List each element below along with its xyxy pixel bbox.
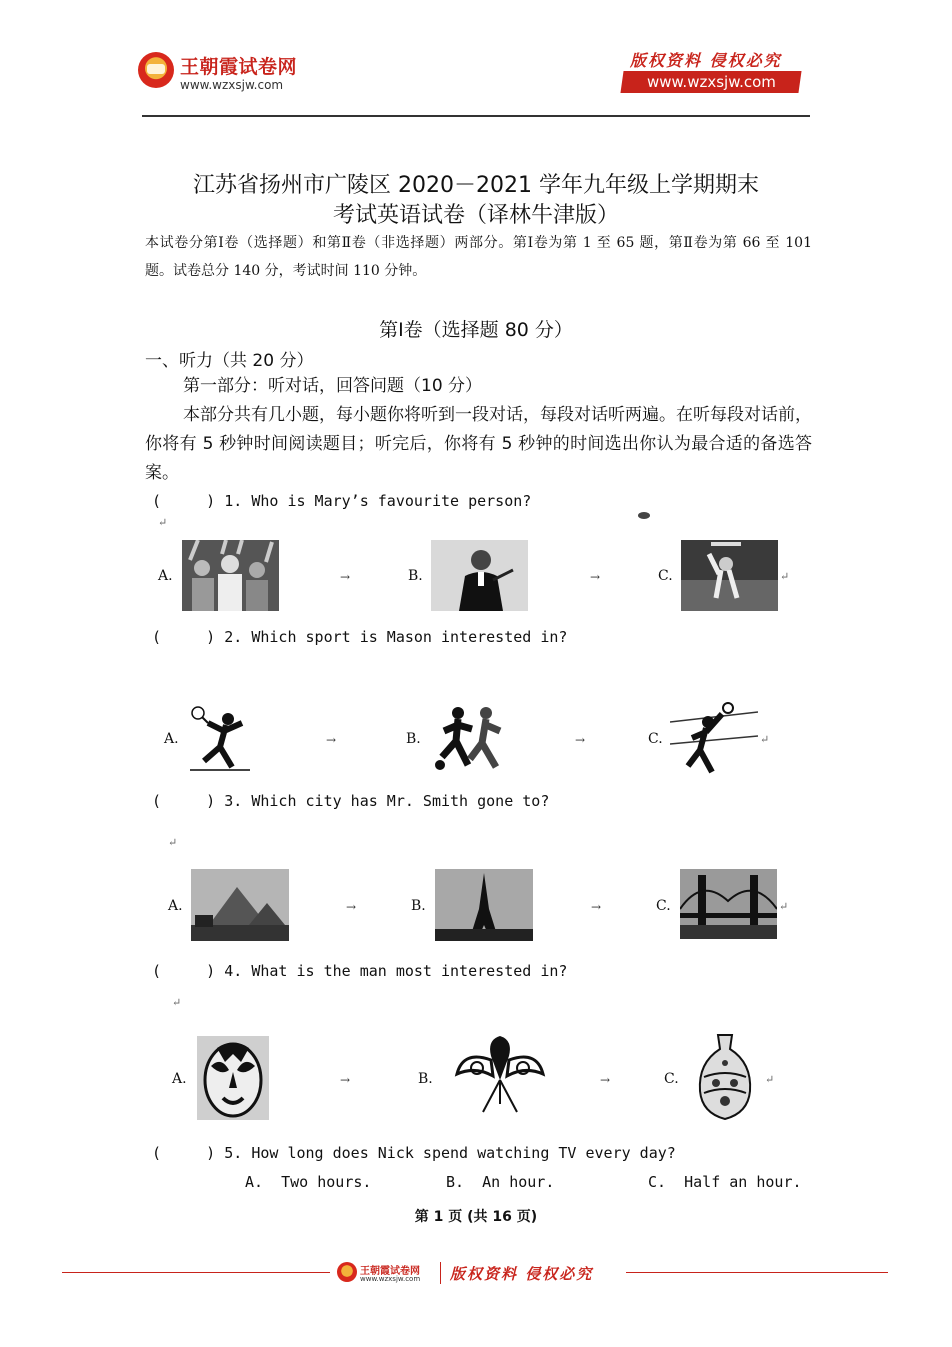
footer-brand-name: 王朝霞试卷网	[360, 1266, 420, 1277]
q3-option-b-label: B.	[411, 898, 426, 914]
q1-basketball-image	[681, 540, 778, 611]
q1-option-b-label: B.	[408, 568, 423, 584]
q4-kite-image	[453, 1030, 547, 1116]
q4-opera-mask-image	[197, 1036, 269, 1120]
doc-title-line1: 江苏省扬州市广陵区 2020－2021 学年九年级上学期期末	[193, 173, 759, 198]
q3-eiffel-tower-image	[435, 869, 533, 941]
section-title: 第Ⅰ卷（选择题 80 分）	[379, 319, 573, 341]
brand-name: 王朝霞试卷网	[180, 56, 298, 78]
doc-title-line2: 考试英语试卷（译林牛津版）	[332, 203, 619, 228]
paragraph-mark: ↵	[765, 1073, 775, 1086]
tab-arrow: →	[326, 733, 337, 747]
page-number: 第 1 页 (共 16 页)	[414, 1209, 538, 1225]
q3-option-c-label: C.	[656, 898, 671, 914]
question-1: ( ) 1. Who is Mary’s favourite person?	[152, 492, 532, 510]
q2-option-b-label: B.	[406, 731, 421, 747]
part-instructions: 本部分共有几小题，每小题你将听到一段对话，每段对话听两遍。在听每段对话前，你将有 5 秒钟时间阅读题目；听完后，你将有 5 秒钟的时间选出你认为最合适的备选答案。	[145, 405, 812, 483]
footer-brand-url: www.wzxsjw.com	[360, 1275, 421, 1283]
tab-arrow: →	[591, 900, 602, 914]
tab-arrow: →	[600, 1073, 611, 1087]
url-banner-text: www.wzxsjw.com	[646, 73, 776, 91]
q4-option-c-label: C.	[664, 1071, 679, 1087]
paragraph-mark: ↵	[168, 836, 178, 849]
rights-notice: 版权资料 侵权必究	[630, 51, 782, 70]
q2-volleyball-image	[670, 700, 758, 778]
q1-option-c-label: C.	[658, 568, 673, 584]
tab-arrow: →	[575, 733, 586, 747]
url-banner	[620, 71, 801, 93]
header-divider	[142, 115, 810, 117]
brand-logo-icon	[138, 52, 174, 88]
footer-rule-left	[62, 1272, 330, 1273]
q3-pyramids-image	[191, 869, 289, 941]
q1-conductor-image	[431, 540, 528, 611]
q2-soccer-image	[430, 703, 512, 773]
q2-option-a-label: A.	[164, 731, 179, 747]
brand-url: www.wzxsjw.com	[180, 78, 284, 92]
footer-rights: 版权资料 侵权必究	[450, 1265, 594, 1283]
q5-choice-a: A. Two hours.	[245, 1173, 372, 1191]
paragraph-mark: ↵	[760, 733, 770, 746]
tab-arrow: →	[590, 570, 601, 584]
q2-option-c-label: C.	[648, 731, 663, 747]
ink-mark	[638, 512, 650, 519]
q1-athletes-image	[182, 540, 279, 611]
tab-arrow: →	[340, 1073, 351, 1087]
footer-rule-right	[626, 1272, 888, 1273]
footer-separator	[440, 1262, 441, 1284]
tab-arrow: →	[346, 900, 357, 914]
q5-choice-b: B. An hour.	[446, 1173, 555, 1191]
question-4: ( ) 4. What is the man most interested in?	[152, 962, 568, 980]
question-2: ( ) 2. Which sport is Mason interested in?	[152, 628, 568, 646]
tab-arrow: →	[340, 570, 351, 584]
question-3: ( ) 3. Which city has Mr. Smith gone to?	[152, 792, 550, 810]
part-subheading: 第一部分：听对话，回答问题（10 分）	[183, 376, 483, 396]
paragraph-mark: ↵	[779, 900, 789, 913]
q2-badminton-image	[182, 703, 260, 773]
question-5: ( ) 5. How long does Nick spend watching TV every day?	[152, 1144, 676, 1162]
q4-option-b-label: B.	[418, 1071, 433, 1087]
exam-intro: 本试卷分第Ⅰ卷（选择题）和第Ⅱ卷（非选择题）两部分。第Ⅰ卷为第 1 至 65 题，第Ⅱ卷为第 66 至 101 题。试卷总分 140 分，考试时间 110 分钟。	[145, 235, 812, 279]
q3-golden-gate-image	[680, 869, 777, 939]
q1-option-a-label: A.	[158, 568, 173, 584]
q4-porcelain-vase-image	[694, 1033, 756, 1121]
q3-option-a-label: A.	[168, 898, 183, 914]
q4-option-a-label: A.	[172, 1071, 187, 1087]
part-heading: 一、听力（共 20 分）	[145, 351, 314, 371]
paragraph-mark: ↵	[172, 996, 182, 1009]
paragraph-mark: ↵	[780, 570, 790, 583]
paragraph-mark: ↵	[158, 516, 168, 529]
footer-logo-icon	[337, 1262, 357, 1282]
q5-choice-c: C. Half an hour.	[648, 1173, 802, 1191]
